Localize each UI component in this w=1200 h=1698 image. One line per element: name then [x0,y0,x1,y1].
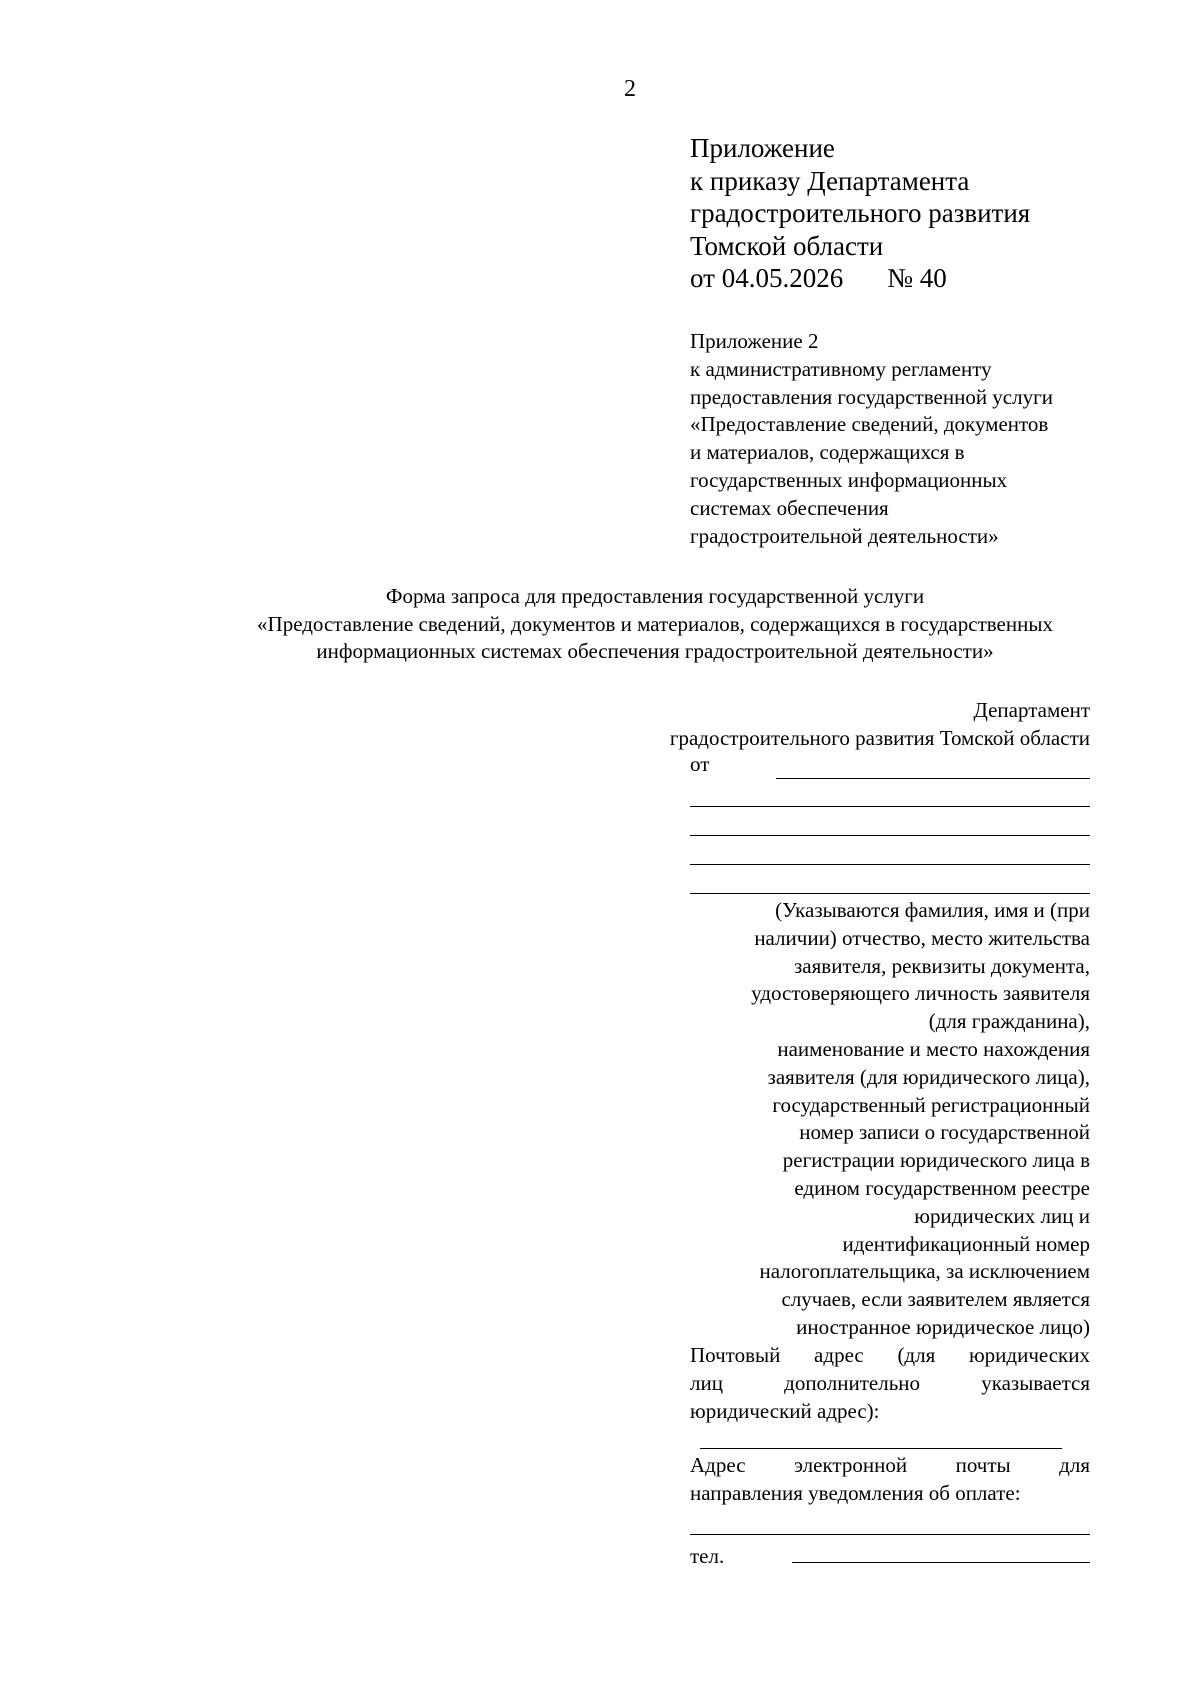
email-address-field[interactable] [690,1534,1090,1535]
order-date: от 04.05.2026 [690,263,844,293]
page-number: 2 [624,76,636,102]
appendix-main-line: Приложение [690,133,835,163]
note-line: государственный регистрационный [772,1092,1090,1117]
note-line: едином государственном реестре [794,1175,1090,1200]
form-title-line: «Предоставление сведений, документов и материалов, содержащихся в государственных [257,611,1053,636]
recipient-block [670,696,1090,752]
email-address-line: направления уведомления об оплате: [690,1480,1021,1505]
appendix-main-line: Томской области [690,230,884,261]
applicant-note [630,897,1090,1342]
note-line: заявителя, реквизиты документа, [794,953,1090,978]
note-line: регистрации юридического лица в [782,1148,1090,1173]
note-line: наличии) отчество, место жительства [754,925,1090,950]
phone-label: тел. [690,1544,725,1568]
note-line: заявителя (для юридического лица), [767,1064,1090,1089]
appendix-sub-line: к административному регламенту [690,356,992,381]
note-line: (Указываются фамилия, имя и (при [775,898,1090,922]
recipient-line: Департамент [973,698,1090,722]
appendix-sub-line: государственных информационных [690,467,1008,492]
applicant-field-line-3[interactable] [690,835,1090,836]
phone-field[interactable] [792,1562,1090,1563]
note-line: идентификационный номер [842,1231,1090,1256]
email-address-label [690,1452,1090,1508]
note-line: наименование и место нахождения [777,1036,1090,1061]
appendix-main-line: градостроительного развития [690,198,1031,228]
applicant-field-line-2[interactable] [690,806,1090,807]
note-line: налогоплательщика, за исключением [759,1259,1090,1284]
note-line: удостоверяющего личность заявителя [751,981,1090,1006]
appendix-sub-heading [690,328,1053,550]
order-date-line [690,262,1030,295]
appendix-sub-line: Приложение 2 [690,329,819,353]
form-title-line: информационных системах обеспечения градостроительной деятельности» [316,639,994,663]
note-line: номер записи о государственной [799,1120,1090,1145]
note-line: случаев, если заявителем является [781,1287,1090,1312]
postal-address-label [690,1342,1090,1425]
note-line: иностранное юридическое лицо) [796,1314,1090,1339]
appendix-main-line: к приказу Департамента [690,165,970,196]
appendix-sub-line: градостроительной деятельности» [690,523,999,548]
order-number: № 40 [887,263,947,293]
note-line: (для гражданина), [928,1009,1090,1034]
applicant-field-line-5[interactable] [690,893,1090,894]
applicant-field-line-1[interactable] [776,778,1090,779]
appendix-main-heading [690,132,1030,295]
from-label: от [690,752,710,776]
appendix-sub-line: системах обеспечения [690,495,889,520]
postal-address-field[interactable] [700,1448,1062,1449]
appendix-sub-line: «Предоставление сведений, документов [690,412,1049,437]
applicant-field-line-4[interactable] [690,864,1090,865]
appendix-sub-line: предоставления государственной услуги [690,384,1053,409]
email-address-line: Адрес электронной почты для [690,1453,1090,1477]
postal-address-line: Почтовый адрес (для юридических [690,1343,1090,1367]
recipient-line: градостроительного развития Томской области [669,726,1090,750]
form-title [0,583,1200,666]
postal-address-line: лиц дополнительно указывается [690,1370,1090,1395]
postal-address-line: юридический адрес): [690,1398,880,1423]
appendix-sub-line: и материалов, содержащихся в [690,440,965,465]
form-title-line: Форма запроса для предоставления государственной услуги [385,584,925,608]
note-line: юридических лиц и [914,1203,1090,1228]
